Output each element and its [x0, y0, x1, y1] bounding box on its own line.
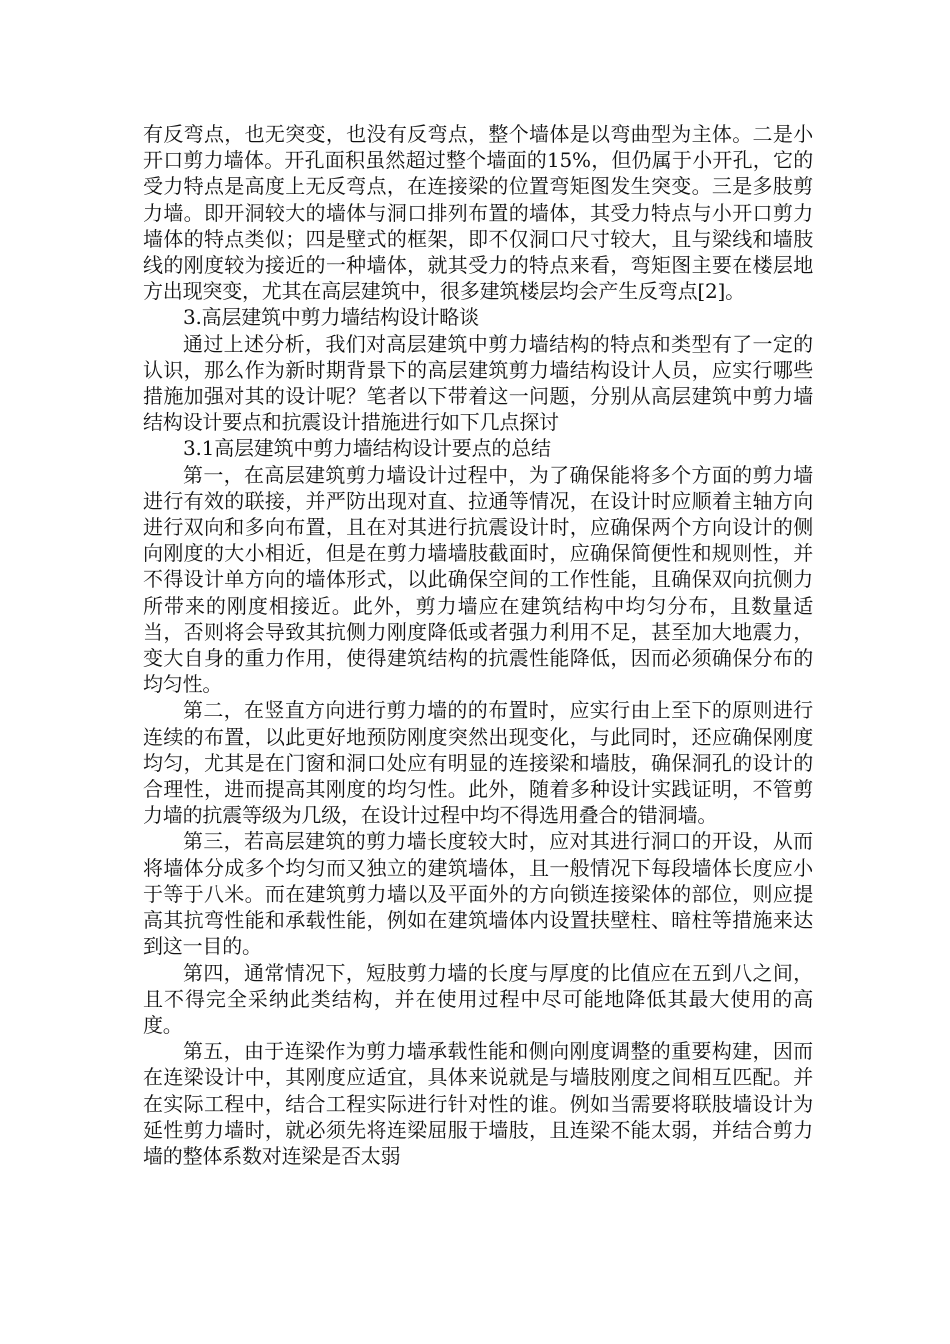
- document-page: [143, 121, 813, 1169]
- section-heading-3: 3.高层建筑中剪力墙结构设计略谈: [183, 305, 479, 330]
- paragraph-point-2: 第二，在竖直方向进行剪力墙的的布置时，应实行由上至下的原则进行连续的布置，以此更好地预防刚度突然出现变化，与此同时，还应确保刚度均匀，尤其是在门窗和洞口处应有明显的连接梁和墙肢，确保洞孔的设计的合理性，进而提高其刚度的均匀性。此外，随着多种设计实践证明，不管剪力墙的抗震等级为几级，在设计过程中均不得选用叠合的错洞墙。: [143, 698, 813, 828]
- paragraph-point-5: 第五，由于连梁作为剪力墙承载性能和侧向刚度调整的重要构建，因而在连梁设计中，其刚度应适宜，具体来说就是与墙肢刚度之间相互匹配。并在实际工程中，结合工程实际进行针对性的谁。例如当需要将联肢墙设计为延性剪力墙时，就必须先将连梁屈服于墙肢，且连梁不能太弱，并结合剪力墙的整体系数对连梁是否太弱: [143, 1039, 813, 1168]
- paragraph-section-3-intro: 通过上述分析，我们对高层建筑中剪力墙结构的特点和类型有了一定的认识，那么作为新时期背景下的高层建筑剪力墙结构设计人员，应实行哪些措施加强对其的设计呢？笔者以下带着这一问题，分别从高层建筑中剪力墙结构设计要点和抗震设计措施进行如下几点探讨: [143, 331, 813, 435]
- section-heading-3-1: 3.1高层建筑中剪力墙结构设计要点的总结: [183, 436, 551, 461]
- paragraph-point-1: 第一，在高层建筑剪力墙设计过程中，为了确保能将多个方面的剪力墙进行有效的联接，并严防出现对直、拉通等情况，在设计时应顺着主轴方向进行双向和多向布置，且在对其进行抗震设计时，应确保两个方向设计的侧向刚度的大小相近，但是在剪力墙墙肢截面时，应确保简便性和规则性，并不得设计单方向的墙体形式，以此确保空间的工作性能，且确保双向抗侧力所带来的刚度相接近。此外，剪力墙应在建筑结构中均匀分布，且数量适当，否则将会导致其抗侧力刚度降低或者强力利用不足，甚至加大地震力，变大自身的重力作用，使得建筑结构的抗震性能降低，因而必须确保分布的均匀性。: [143, 462, 813, 697]
- paragraph-wall-types-continued: 有反弯点，也无突变，也没有反弯点，整个墙体是以弯曲型为主体。二是小开口剪力墙体。开孔面积虽然超过整个墙面的15%，但仍属于小开孔，它的受力特点是高度上无反弯点，在连接梁的位置弯矩图发生突变。三是多肢剪力墙。即开洞较大的墙体与洞口排列布置的墙体，其受力特点与小开口剪力墙体的特点类似；四是壁式的框架，即不仅洞口尺寸较大，且与梁线和墙肢线的刚度较为接近的一种墙体，就其受力的特点来看，弯矩图主要在楼层地方出现突变，尤其在高层建筑中，很多建筑楼层均会产生反弯点[2]。: [143, 122, 813, 304]
- paragraph-point-4: 第四，通常情况下，短肢剪力墙的长度与厚度的比值应在五到八之间，且不得完全采纳此类结构，并在使用过程中尽可能地降低其最大使用的高度。: [143, 960, 813, 1037]
- paragraph-point-3: 第三，若高层建筑的剪力墙长度较大时，应对其进行洞口的开设，从而将墙体分成多个均匀而又独立的建筑墙体，且一般情况下每段墙体长度应小于等于八米。而在建筑剪力墙以及平面外的方向锁连接梁体的部位，则应提高其抗弯性能和承载性能，例如在建筑墙体内设置扶壁柱、暗柱等措施来达到这一目的。: [143, 829, 813, 959]
